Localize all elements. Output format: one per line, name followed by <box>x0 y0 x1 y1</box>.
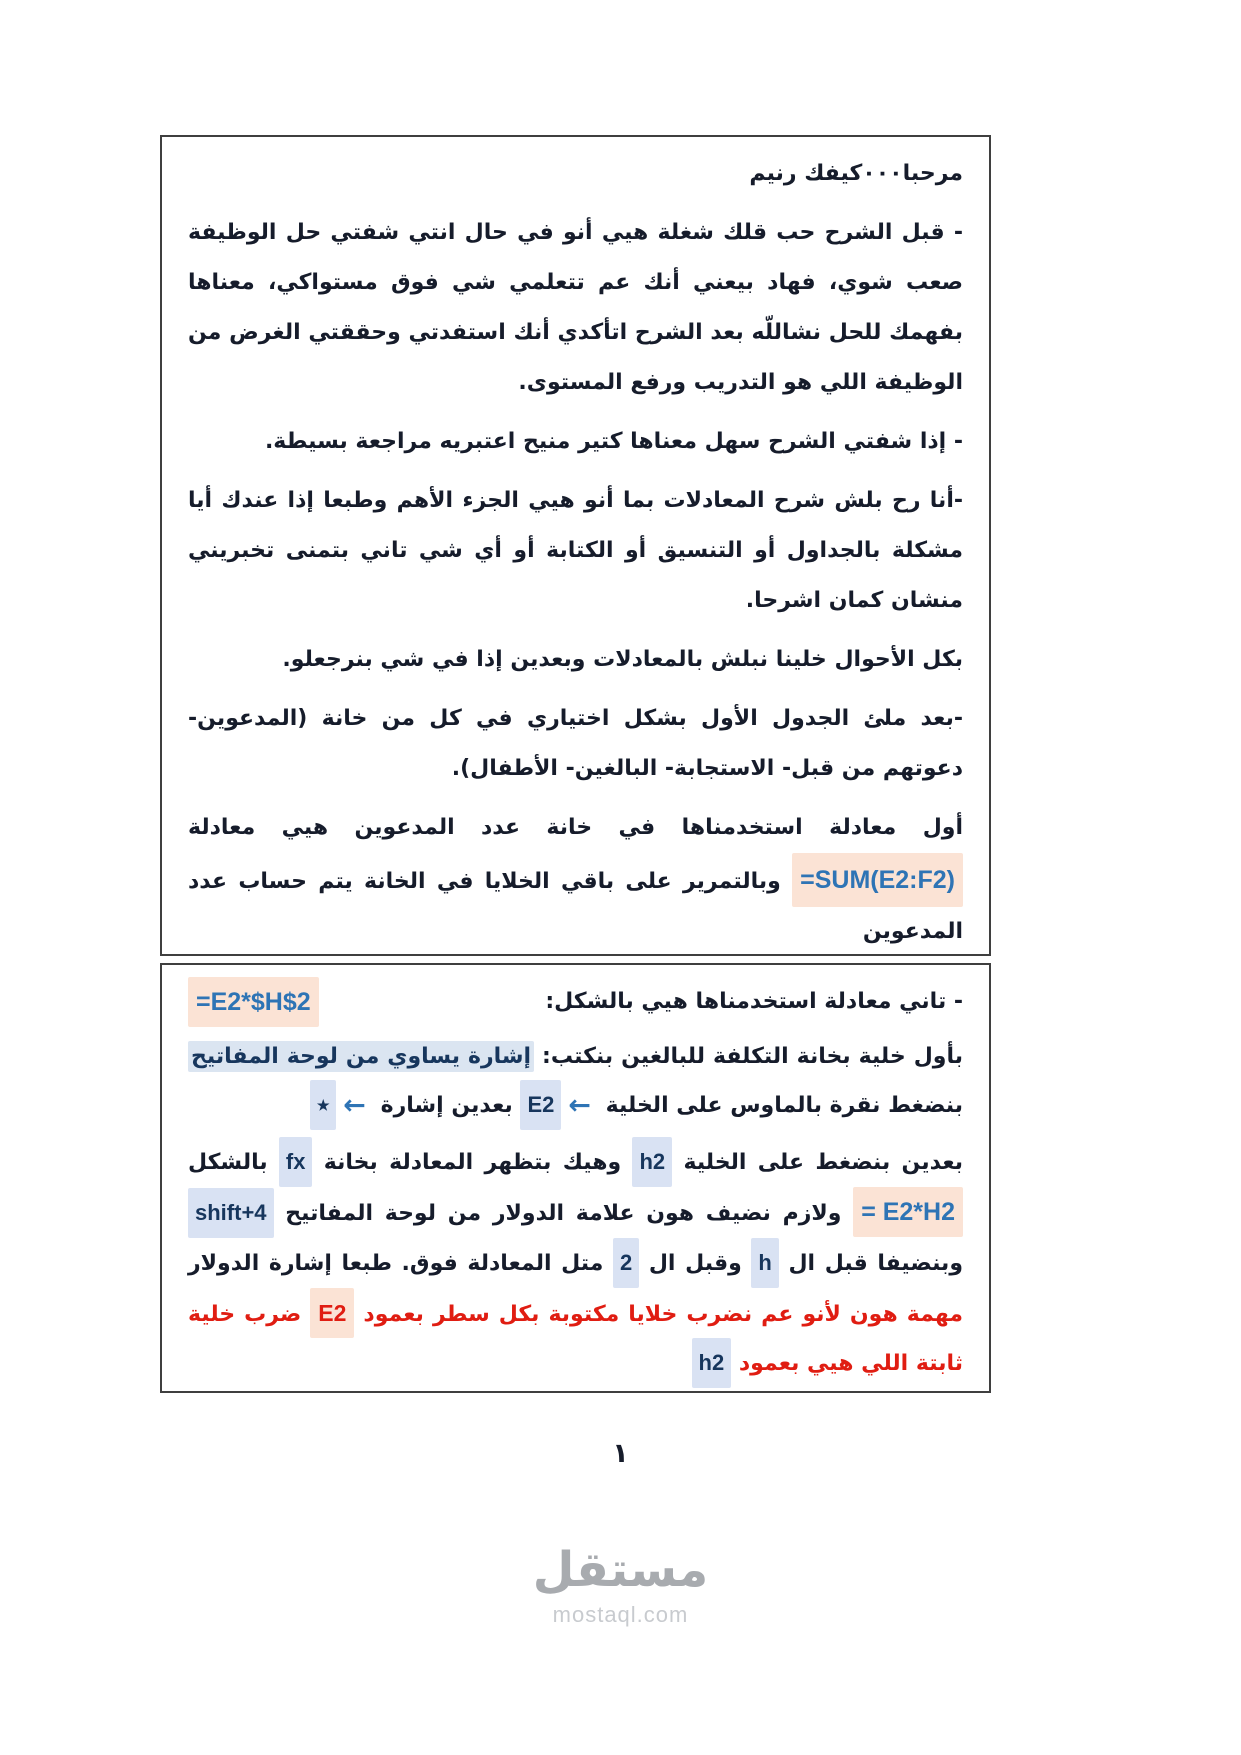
text-run: - إذا شفتي الشرح سهل معناها كتير منيح اعتبريه مراجعة بسيطة. <box>264 429 963 454</box>
paragraph <box>180 803 963 956</box>
text-run: بكل الأحوال خلينا نبلش بالمعادلات وبعدين إذا في شي بنرجعلو. <box>282 647 963 672</box>
text-run: أول معادلة استخدمناها في خانة عدد المدعوين هيي معادلة <box>180 815 963 840</box>
text-run: -بعد ملئ الجدول الأول بشكل اختياري في كل من خانة (المدعوين- دعوتهم من قبل- الاستجابة- البالغين- الأطفال). <box>180 706 963 781</box>
arrow-left-icon: ← <box>343 1090 366 1121</box>
formula-chip: h <box>751 1238 778 1288</box>
text-run: متل المعادلة فوق. طبعا إشارة الدولار <box>180 1251 613 1276</box>
paragraph <box>188 149 963 199</box>
text-box-intro <box>160 135 991 956</box>
paragraph <box>180 1137 963 1388</box>
paragraph <box>188 635 963 685</box>
text-run: بعدين إشارة <box>372 1093 521 1118</box>
formula-chip: E2 <box>520 1080 561 1130</box>
text-run: -أنا رح بلش شرح المعادلات بما أنو هيي الجزء الأهم وطبعا إذا عندك أيا مشكلة بالجداول أو التنسيق أو الكتابة أو أي شي تاني بتمنى تخبريني منشان كمان اشرحا. <box>180 488 963 613</box>
text-run: بالشكل <box>180 1150 279 1175</box>
text-run: وقبل ال <box>639 1251 752 1276</box>
text-run: مرحبا٠٠٠كيفك رنيم <box>749 161 963 186</box>
text-run: بنضغط نقرة بالماوس على الخلية <box>180 1044 963 1118</box>
red-text-run: خلايا مكتوبة بكل سطر بعمود <box>354 1302 678 1327</box>
watermark <box>0 1540 1241 1628</box>
formula-chip: 2 <box>613 1238 639 1288</box>
formula-chip: =E2*$H$2 <box>188 977 319 1027</box>
formula-chip: ٭ <box>310 1080 336 1130</box>
paragraph <box>188 417 963 467</box>
paragraph <box>188 977 963 1027</box>
formula-chip: h2 <box>632 1137 672 1187</box>
formula-chip: h2 <box>692 1338 732 1388</box>
watermark-url: mostaql.com <box>552 1602 689 1627</box>
text-run: بعدين بنضغط على الخلية <box>672 1150 963 1175</box>
highlighted-phrase: إشارة يساوي من لوحة المفاتيح <box>188 1041 534 1072</box>
page-number: ١ <box>612 1438 629 1469</box>
formula-chip: =SUM(E2:F2) <box>792 853 963 907</box>
red-text-run: ثابتة اللي هيي بعمود <box>731 1351 963 1376</box>
red-text-run: ضرب خلية <box>180 1302 311 1327</box>
text-run: بأول خلية بخانة التكلفة للبالغين بنكتب: <box>534 1044 964 1069</box>
paragraph <box>180 1034 964 1130</box>
paragraph <box>180 476 963 626</box>
text-run: وبنضيفا قبل ال <box>180 1201 963 1276</box>
formula-chip: shift+4 <box>188 1188 274 1238</box>
arrow-left-icon: ← <box>568 1090 591 1121</box>
text-run: - تاني معادلة استخدمناها هيي بالشكل: <box>545 989 963 1014</box>
text-run: - قبل الشرح حب قلك شغلة هيي أنو في حال انتي شفتي حل الوظيفة صعب شوي، فهاد بيعني أنك عم تتعلمي شي فوق مستواكي، معناها بفهمك للحل نشاللّه بعد الشرح اتأكدي أنك استفدتي وحققتي الغرض من الوظيفة اللي هو التدريب ورفع المستوى. <box>180 220 963 395</box>
formula-chip: E2 <box>310 1288 354 1338</box>
paragraph <box>180 208 963 408</box>
text-box-formula-explanation <box>160 963 991 1393</box>
text-run: ولازم نضيف هون علامة الدولار من لوحة المفاتيح <box>273 1201 854 1226</box>
formula-chip: = E2*H2 <box>853 1187 963 1237</box>
mostaql-logo: مستقل <box>532 1542 709 1598</box>
formula-chip: fx <box>279 1137 313 1187</box>
paragraph <box>180 694 963 794</box>
text-run: وهيك بتظهر المعادلة بخانة <box>312 1150 633 1175</box>
red-text-run: مهمة هون لأنو عم نضرب <box>677 1302 963 1327</box>
text-run: وبالتمرير على باقي الخلايا في الخانة يتم حساب عدد المدعوين <box>180 869 963 944</box>
